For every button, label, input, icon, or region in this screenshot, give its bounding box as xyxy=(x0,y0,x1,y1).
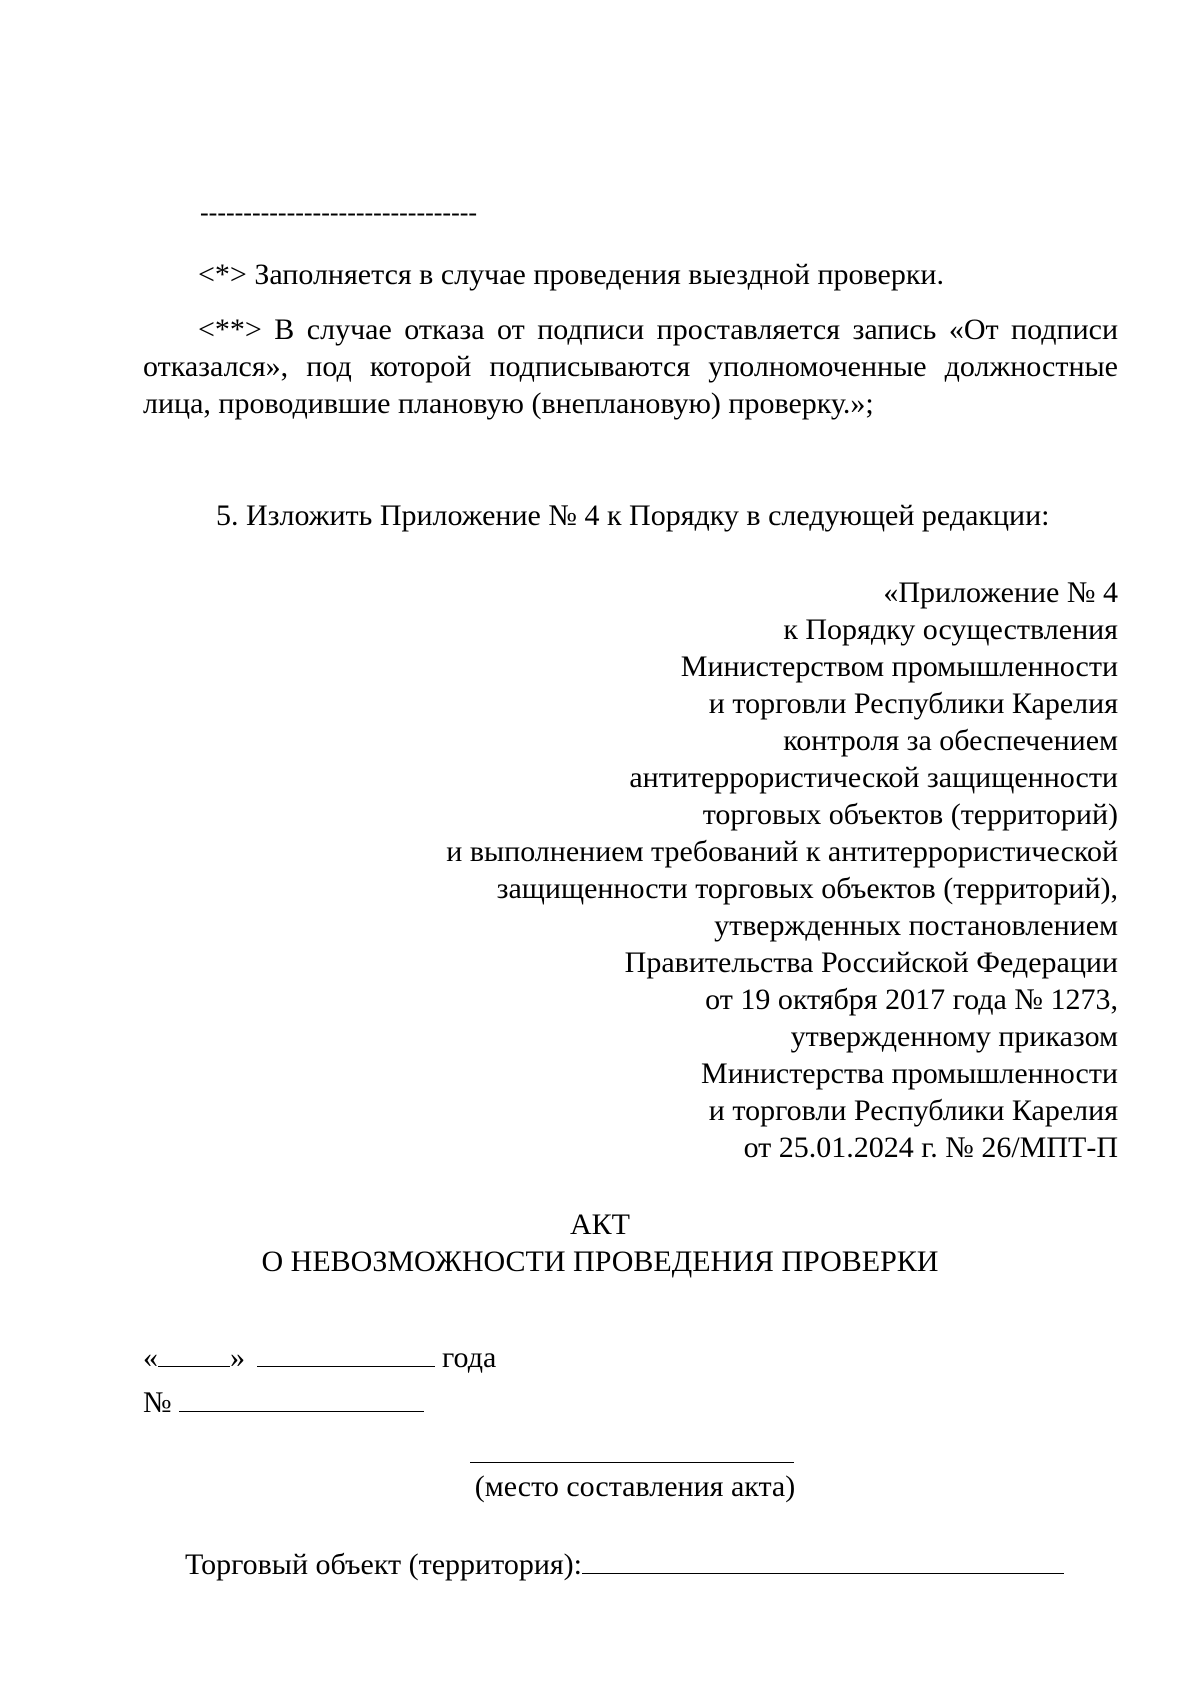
footnote-separator: -------------------------------- xyxy=(200,198,478,227)
trade-object-line xyxy=(185,1546,1064,1583)
appendix-line: и торговли Республики Карелия xyxy=(708,687,1118,720)
date-open-quote: « xyxy=(143,1341,158,1374)
date-close-quote: » xyxy=(230,1341,245,1374)
place-caption: (место составления акта) xyxy=(474,1470,796,1503)
appendix-line: Министерства промышленности xyxy=(701,1057,1118,1090)
day-blank[interactable] xyxy=(158,1340,230,1367)
appendix-line: «Приложение № 4 xyxy=(883,576,1118,609)
appendix-line: к Порядку осуществления xyxy=(783,613,1118,646)
number-label: № xyxy=(143,1386,172,1419)
appendix-header xyxy=(446,574,1118,1166)
number-blank[interactable] xyxy=(179,1385,424,1412)
place-blank[interactable] xyxy=(470,1462,794,1463)
year-label: года xyxy=(442,1341,497,1374)
appendix-line: от 19 октября 2017 года № 1273, xyxy=(705,983,1118,1016)
trade-object-label: Торговый объект (территория): xyxy=(185,1548,583,1581)
appendix-line: Министерством промышленности xyxy=(680,650,1118,683)
date-line xyxy=(143,1339,496,1376)
month-blank[interactable] xyxy=(257,1340,435,1367)
act-heading xyxy=(0,1206,1200,1280)
appendix-line: антитеррористической защищенности xyxy=(629,761,1118,794)
footnote-single-star: <*> Заполняется в случае проведения выездной проверки. xyxy=(198,258,944,291)
appendix-line: и выполнением требований к антитеррористической xyxy=(446,835,1118,868)
footnote-double-star: <**> В случае отказа от подписи проставляется запись «От подписи отказался», под которой подписываются уполномоченные должностные лица, проводившие плановую (внеплановую) проверку.»; xyxy=(143,313,1118,420)
appendix-line: от 25.01.2024 г. № 26/МПТ-П xyxy=(743,1131,1118,1164)
item-5-paragraph: 5. Изложить Приложение № 4 к Порядку в следующей редакции: xyxy=(216,499,1050,532)
number-line xyxy=(143,1384,424,1421)
appendix-line: контроля за обеспечением xyxy=(783,724,1118,757)
appendix-line: и торговли Республики Карелия xyxy=(708,1094,1118,1127)
trade-object-blank[interactable] xyxy=(582,1547,1064,1574)
appendix-line: утвержденных постановлением xyxy=(714,909,1118,942)
appendix-line: торговых объектов (территорий) xyxy=(702,798,1118,831)
appendix-line: утвержденному приказом xyxy=(790,1020,1118,1053)
act-subtitle: О НЕВОЗМОЖНОСТИ ПРОВЕДЕНИЯ ПРОВЕРКИ xyxy=(261,1245,939,1278)
appendix-line: Правительства Российской Федерации xyxy=(624,946,1118,979)
appendix-line: защищенности торговых объектов (территорий), xyxy=(496,872,1118,905)
act-title: АКТ xyxy=(570,1208,630,1241)
